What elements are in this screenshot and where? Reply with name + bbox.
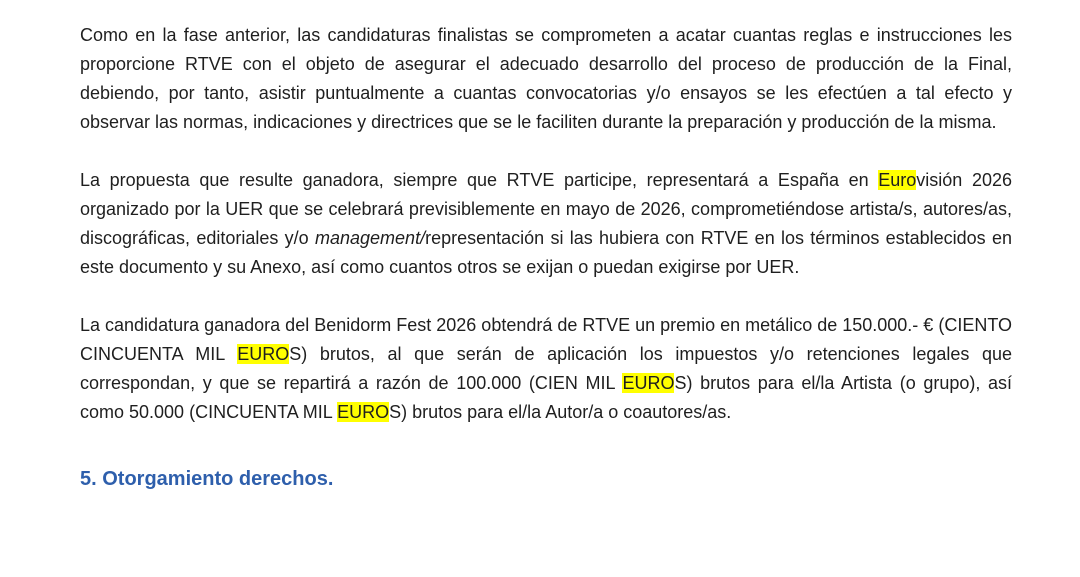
paragraph-text: Como en la fase anterior, las candidaturas finalistas se comprometen a acatar cuantas reglas e instrucciones les proporcione RTVE con el objeto de asegurar el adecuado desarrollo del proceso de producción de la Final, debiendo, por tanto, asistir puntualmente a cuantas convocatorias y/o ensayos se les efectúen a tal efecto y observar las normas, indicaciones y directrices que se le faciliten durante la preparación y producción de la misma.: [80, 25, 1012, 132]
paragraph-text: S) brutos, al que serán de aplicación los impuestos y/o retenciones legales que correspondan, y que se repartirá a razón de 100.000 (CIEN MIL: [80, 344, 1013, 393]
highlight-euro: Euro: [878, 170, 917, 190]
paragraph-text: S) brutos para el/la Artista (o grupo), así como 50.000 (CINCUENTA MIL: [80, 373, 1012, 422]
paragraph-text: S) brutos para el/la Autor/a o coautores/as.: [389, 402, 732, 422]
paragraph-prize: [80, 311, 1012, 427]
heading-text: 5. Otorgamiento derechos.: [80, 468, 334, 490]
highlight-euro: EURO: [622, 373, 675, 393]
section-heading-otorgamiento-derechos: [80, 465, 1012, 494]
paragraph-text: La propuesta que resulte ganadora, siempre que RTVE participe, representará a España en: [80, 170, 879, 190]
italic-management: management/: [315, 228, 426, 248]
paragraph-text: representación si las hubiera con RTVE en los términos establecidos en este documento y su Anexo, así como cuantos otros se exijan o puedan exigirse por UER.: [80, 228, 1013, 277]
paragraph-eurovision: [80, 166, 1012, 282]
paragraph-text: La candidatura ganadora del Benidorm Fest 2026 obtendrá de RTVE un premio en metálico de 150.000.- € (CIENTO CINCUENTA MIL: [80, 315, 1012, 364]
document-page: [80, 21, 1012, 494]
highlight-euro: EURO: [337, 402, 390, 422]
highlight-euro: EURO: [237, 344, 290, 364]
paragraph-compliance: [80, 21, 1012, 137]
paragraph-text: visión 2026 organizado por la UER que se celebrará previsiblemente en mayo de 2026, comprometiéndose artista/s, autores/as, discográficas, editoriales y/o: [80, 170, 1012, 248]
